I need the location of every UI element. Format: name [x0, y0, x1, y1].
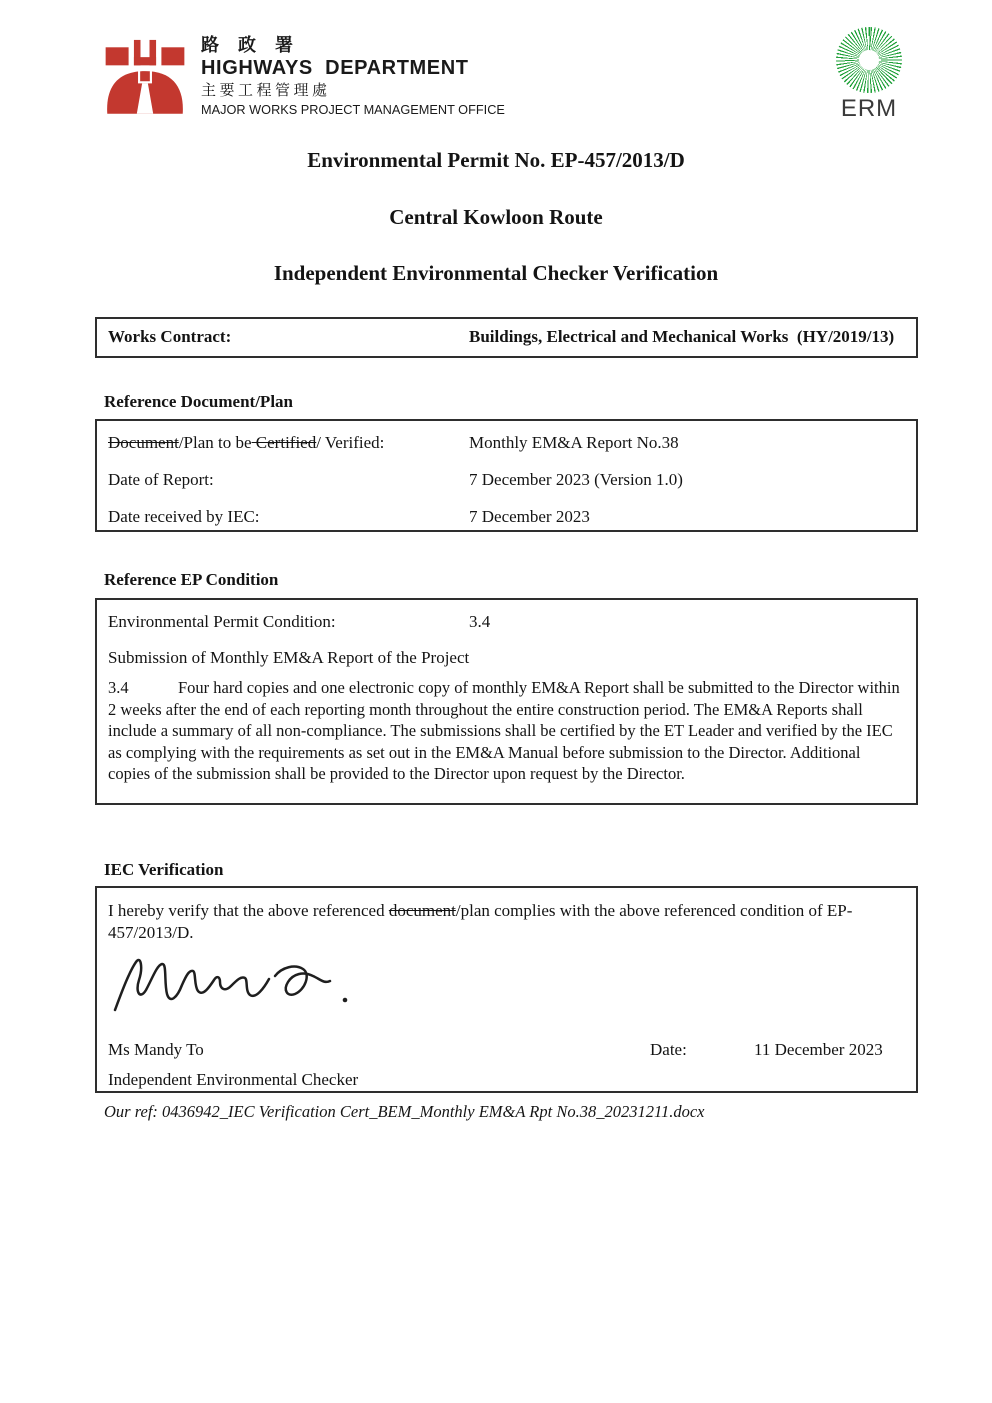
document-type-title: Independent Environmental Checker Verification	[273, 261, 719, 285]
ep-condition-value: 3.4	[469, 612, 491, 631]
date-of-report-row	[108, 470, 905, 490]
struck-word-certified: Certified	[251, 433, 317, 452]
highways-department-brand	[104, 36, 511, 116]
signatory-name: Ms Mandy To	[108, 1040, 204, 1059]
permit-number-title: Environmental Permit No. EP-457/2013/D	[307, 148, 685, 172]
document-plan-label	[108, 433, 469, 453]
struck-word-document-2: document	[388, 901, 456, 920]
ep-clause-paragraph	[108, 677, 905, 785]
dept-name-english: HIGHWAYS DEPARTMENT	[201, 56, 469, 79]
reference-ep-heading: Reference EP Condition	[104, 570, 279, 589]
date-of-report-label: Date of Report:	[108, 470, 214, 489]
erm-brand	[830, 27, 908, 123]
project-title: Central Kowloon Route	[389, 205, 603, 229]
office-name-english: MAJOR WORKS PROJECT MANAGEMENT OFFICE	[201, 101, 505, 117]
highways-department-logo-icon	[104, 36, 186, 116]
office-name-chinese: 主要工程管理處	[201, 81, 331, 99]
ep-clause-number: 3.4	[108, 678, 129, 697]
document-plan-value: Monthly EM&A Report No.38	[469, 433, 679, 452]
ep-clause-text: Four hard copies and one electronic copy of monthly EM&A Report shall be submitted to the Director within 2 weeks after the end of each reporting month throughout the entire construction period. The EM&A Reports shall include a summary of all non-compliance. The submissions shall be certified by the ET Leader and verified by the IEC as complying with the requirements as set out in the EM&A Manual before submission to the Director. Additional copies of the submission shall be provided to the Director upon request by the Director.	[108, 678, 900, 783]
document-plan-label-mid: /Plan to be	[178, 433, 252, 452]
ep-condition-subtitle: Submission of Monthly EM&A Report of the Project	[108, 648, 470, 667]
struck-word-document: Document	[108, 433, 179, 452]
iec-statement	[108, 900, 903, 944]
date-of-report-value: 7 December 2023 (Version 1.0)	[469, 470, 683, 489]
reference-document-box	[95, 419, 918, 532]
works-contract-label: Works Contract:	[108, 327, 232, 346]
date-received-row	[108, 507, 905, 527]
ep-condition-label: Environmental Permit Condition:	[108, 612, 336, 631]
iec-statement-post: /plan complies with the above referenced condition of EP-457/2013/D.	[108, 901, 853, 942]
reference-document-heading: Reference Document/Plan	[104, 392, 293, 411]
iec-verification-box	[95, 886, 918, 1093]
highways-department-wordmark	[201, 36, 511, 116]
our-ref-footer: Our ref: 0436942_IEC Verification Cert_BEM_Monthly EM&A Rpt No.38_20231211.docx	[104, 1102, 705, 1121]
works-contract-box	[95, 317, 918, 358]
works-contract-row	[108, 327, 905, 347]
document-plan-row	[108, 433, 905, 453]
works-contract-value: Buildings, Electrical and Mechanical Works (HY/2019/13)	[469, 327, 895, 346]
date-received-value: 7 December 2023	[469, 507, 590, 526]
erm-starburst-icon	[836, 27, 902, 93]
erm-wordmark: ERM	[840, 95, 898, 122]
iec-verification-heading: IEC Verification	[104, 860, 224, 879]
signature-date-value: 11 December 2023	[754, 1040, 883, 1059]
signatory-title: Independent Environmental Checker	[108, 1070, 359, 1089]
dept-name-chinese: 路 政 署	[201, 35, 301, 55]
iec-statement-pre: I hereby verify that the above referenced	[108, 901, 389, 920]
signature-date-label: Date:	[650, 1040, 687, 1059]
document-plan-label-end: / Verified:	[316, 433, 385, 452]
reference-ep-box	[95, 598, 918, 805]
signature-handwriting	[109, 952, 359, 1022]
date-received-label: Date received by IEC:	[108, 507, 260, 526]
ep-condition-row	[108, 612, 905, 632]
